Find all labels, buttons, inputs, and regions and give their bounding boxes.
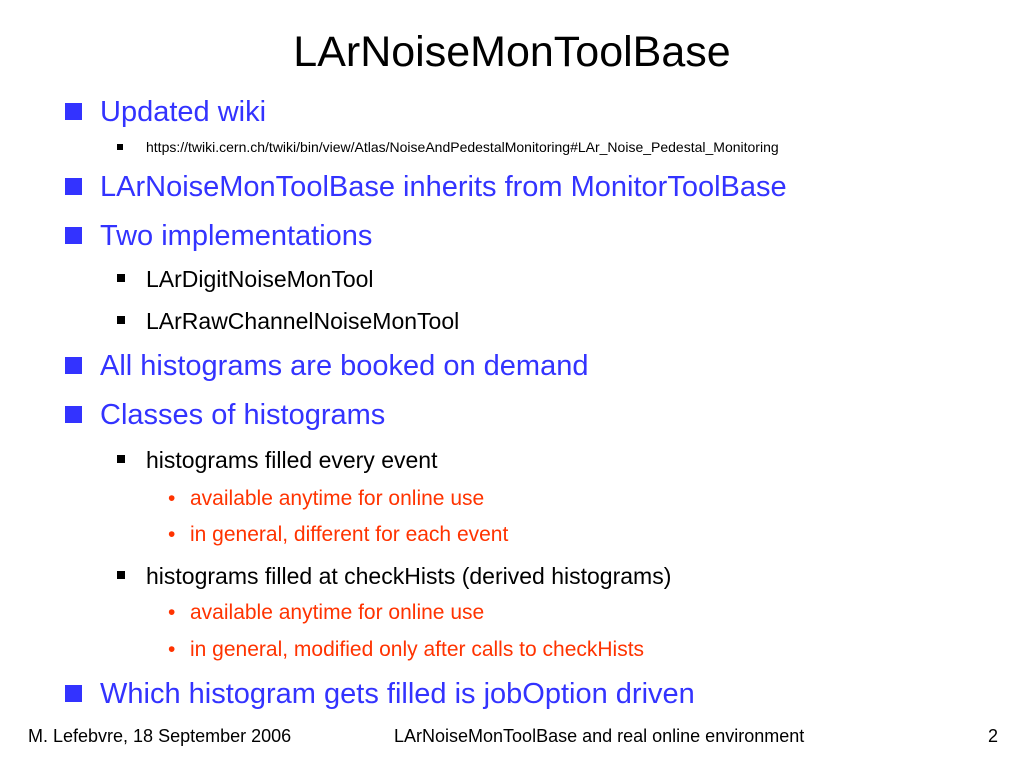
bullet-text: LArNoiseMonToolBase inherits from MonitorToolBase — [100, 171, 787, 203]
bullet-text: Which histogram gets filled is jobOption driven — [100, 678, 695, 710]
bullet-text: in general, different for each event — [190, 523, 509, 546]
bullet-inherits — [100, 170, 787, 204]
bullet-wiki-url — [146, 138, 779, 156]
wiki-url-text: https://twiki.cern.ch/twiki/bin/view/Atlas/NoiseAndPedestalMonitoring#LAr_Noise_Pedestal_Monitoring — [146, 139, 779, 155]
red-dot-bullet-icon: • — [168, 487, 176, 510]
bullet-digit-tool — [146, 265, 374, 293]
footer-title: LArNoiseMonToolBase and real online environment — [394, 726, 805, 746]
bullet-text: Updated wiki — [100, 96, 267, 128]
bullet-classes — [100, 398, 385, 432]
page-number: 2 — [987, 726, 998, 746]
bullet-rawchannel-tool — [146, 307, 459, 335]
bullet-text: histograms filled at checkHists (derived histograms) — [146, 563, 672, 589]
blue-square-bullet-icon — [65, 357, 82, 374]
blue-square-bullet-icon — [65, 178, 82, 195]
blue-square-bullet-icon — [65, 406, 82, 423]
footer-author-date: M. Lefebvre, 18 September 2006 — [28, 726, 292, 746]
bullet-updated-wiki — [100, 95, 266, 129]
bullet-joboption-driven — [100, 677, 695, 711]
bullet-modified-after-checkhists — [168, 637, 645, 663]
bullet-text: LArDigitNoiseMonTool — [146, 266, 374, 292]
bullet-two-implementations — [100, 219, 372, 253]
blue-square-bullet-icon — [65, 103, 82, 120]
bullet-filled-checkhists — [146, 562, 671, 590]
bullet-text: available anytime for online use — [190, 487, 485, 510]
black-square-bullet-icon — [117, 316, 125, 324]
blue-square-bullet-icon — [65, 227, 82, 244]
black-square-bullet-icon — [117, 144, 123, 150]
bullet-text: LArRawChannelNoiseMonTool — [146, 308, 460, 334]
red-dot-bullet-icon: • — [168, 523, 176, 546]
bullet-text: Two implementations — [100, 220, 373, 252]
black-square-bullet-icon — [117, 274, 125, 282]
black-square-bullet-icon — [117, 571, 125, 579]
bullet-text: All histograms are booked on demand — [100, 350, 589, 382]
bullet-filled-every-event — [146, 446, 437, 474]
bullet-text: in general, modified only after calls to checkHists — [190, 638, 645, 661]
red-dot-bullet-icon: • — [168, 638, 176, 661]
bullet-text: Classes of histograms — [100, 399, 386, 431]
blue-square-bullet-icon — [65, 685, 82, 702]
bullet-text: available anytime for online use — [190, 601, 485, 624]
slide-title: LArNoiseMonToolBase — [293, 28, 731, 76]
bullet-available-anytime-1 — [168, 486, 485, 512]
red-dot-bullet-icon: • — [168, 601, 176, 624]
bullet-text: histograms filled every event — [146, 447, 438, 473]
black-square-bullet-icon — [117, 455, 125, 463]
bullet-booked-on-demand — [100, 349, 588, 383]
bullet-available-anytime-2 — [168, 600, 485, 626]
bullet-different-each-event — [168, 522, 509, 548]
